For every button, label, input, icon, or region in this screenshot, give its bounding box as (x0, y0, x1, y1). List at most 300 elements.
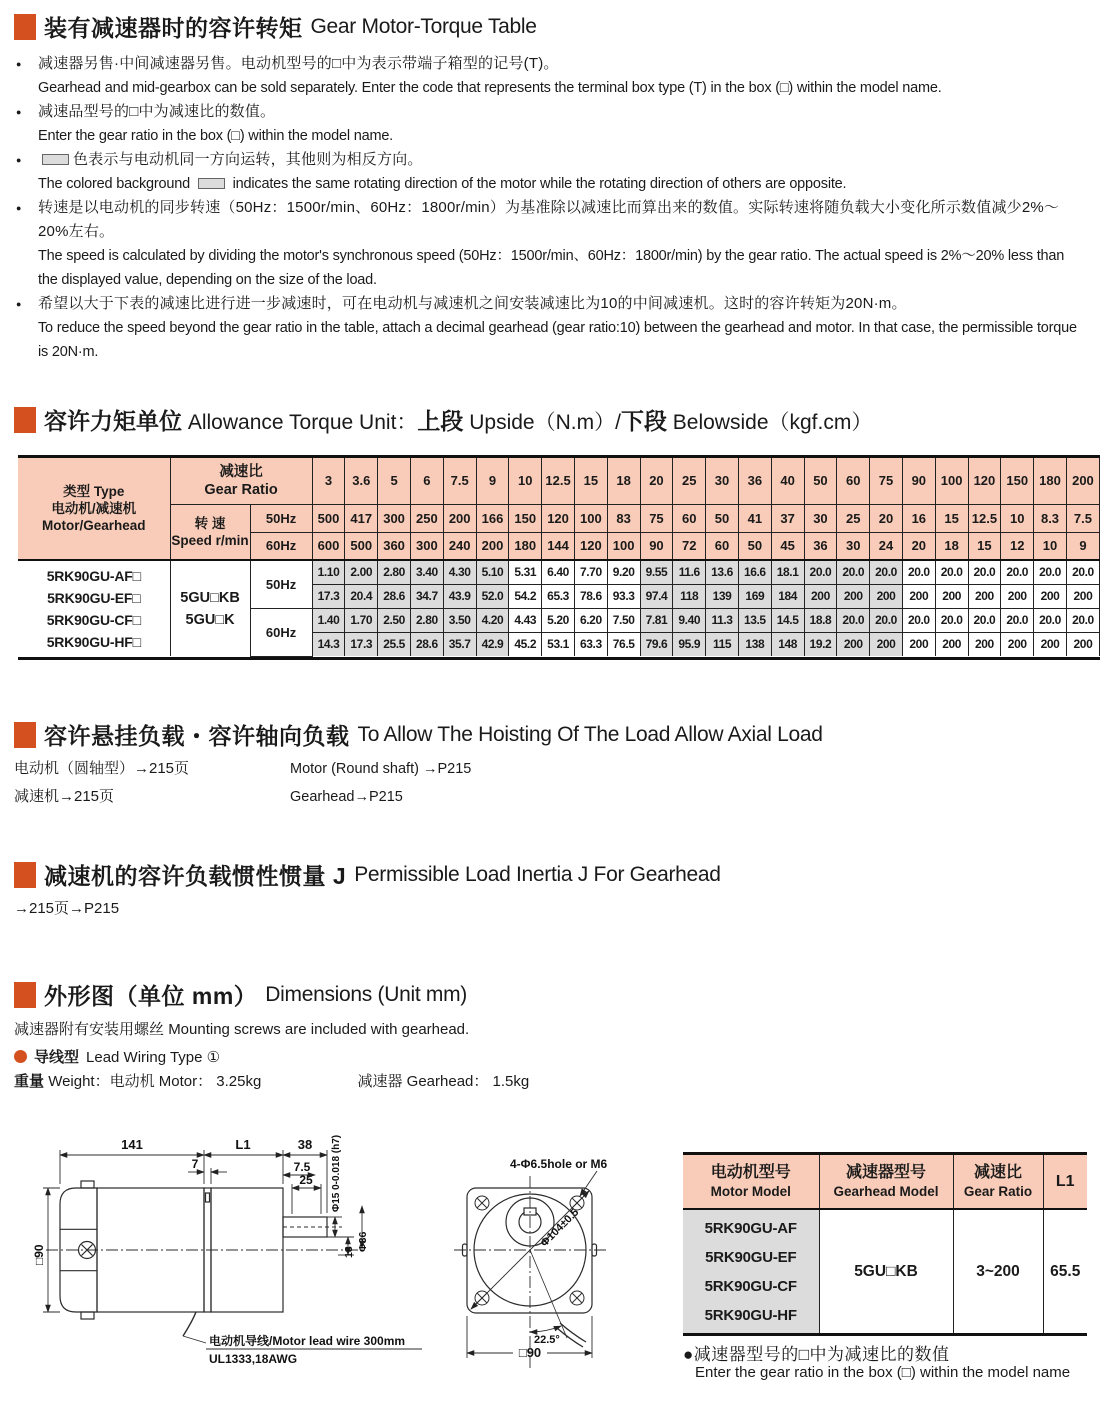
ratio-column-header: 60 (837, 458, 870, 504)
gearhead-model: 5GU□KB (180, 589, 240, 606)
torque-60-nm-value: 20.0 (1066, 608, 1099, 632)
reference-link-zh: 电动机（圆轴型）→215页 (14, 760, 190, 777)
mounting-holes-label: 4-Φ6.5hole or M6 (510, 1157, 608, 1171)
speed-60-value: 50 (738, 532, 771, 560)
section-dimensions-heading (14, 978, 467, 1011)
ratio-column-header: 20 (640, 458, 673, 504)
gearhead-models-cell (170, 560, 250, 656)
section-marker-icon (14, 14, 36, 40)
speed-50-value: 16 (902, 504, 935, 532)
torque-50-kgfcm-value: 34.7 (410, 584, 443, 608)
note-en: Gearhead and mid-gearbox can be sold separately. Enter the code that represents the terminal box type (T) in the box (□) within the model name. (38, 80, 942, 96)
torque-50-nm-value: 20.0 (1066, 560, 1099, 584)
torque-50-kgfcm-value: 200 (935, 584, 968, 608)
motor-models-cell (18, 560, 170, 656)
torque-50-nm-value: 4.30 (443, 560, 476, 584)
model-header-en: Gearhead Model (833, 1184, 939, 1199)
same-direction-swatch-icon (42, 154, 69, 165)
torque-table (18, 458, 1100, 657)
torque-50-nm-value: 18.1 (771, 560, 804, 584)
dim-141-label: 141 (121, 1137, 143, 1152)
torque-60-kgfcm-value: 28.6 (410, 632, 443, 656)
torque-60-nm-value: 2.50 (378, 608, 411, 632)
type-header-line: Motor/Gearhead (42, 518, 146, 533)
weight-gearhead: 减速器 Gearhead： 1.5kg (357, 1073, 530, 1090)
speed-60-value: 120 (574, 532, 607, 560)
side-view (46, 1181, 422, 1349)
dim-18-label: 18 (343, 1246, 355, 1258)
reference-link-row (14, 785, 471, 813)
ratio-header-row (18, 458, 1100, 504)
ratio-column-header: 9 (476, 458, 509, 504)
torque-50-nm-value: 1.10 (312, 560, 345, 584)
torque-table-body (18, 560, 1100, 656)
torque-60-kgfcm-value: 53.1 (542, 632, 575, 656)
dimensions-subtitle-zh: 减速器附有安装用螺丝 (14, 1021, 165, 1038)
note-en: The speed is calculated by dividing the motor's synchronous speed (50Hz：1500r/min、60Hz：1800r/min) by the gear ratio. The actual speed is 2%～20% less than the displayed value, depending on the size of the load. (38, 248, 1065, 288)
torque-60-kgfcm-value: 115 (706, 632, 739, 656)
speed-60-value: 60 (706, 532, 739, 560)
gear-ratio-header-cell (170, 458, 312, 504)
torque-50-kgfcm-value: 200 (804, 584, 837, 608)
ratio-column-header: 50 (804, 458, 837, 504)
torque-60-nm-value: 20.0 (870, 608, 903, 632)
note-zh: ● 减速品型号的□中为减速比的数值。 (14, 100, 1086, 124)
torque-50-kgfcm-value: 43.9 (443, 584, 476, 608)
section-title-zh: 装有减速器时的容许转矩 (44, 15, 303, 41)
speed-60-value: 30 (837, 532, 870, 560)
torque-60-nm-value: 2.80 (410, 608, 443, 632)
ratio-column-header: 6 (410, 458, 443, 504)
speed-60-value: 600 (312, 532, 345, 560)
torque-60-nm-value: 1.70 (345, 608, 378, 632)
speed-header-line: 转 速 (194, 515, 226, 531)
shaft-diameter-label: Φ15 0-0.018 (h7) (331, 1134, 342, 1212)
gear-ratio-header-line: 减速比 (219, 463, 263, 480)
torque-60-kgfcm-value: 200 (1066, 632, 1099, 656)
torque-50-nm-row (18, 560, 1100, 584)
torque-50-nm-value: 5.10 (476, 560, 509, 584)
note-zh: ● 希望以大于下表的减速比进行进一步减速时，可在电动机与减速机之间安装减速比为10的中间减速机。这时的容许转矩为20N·m。 (14, 292, 1086, 316)
reference-link-zh: 减速机→215页 (14, 788, 115, 805)
ratio-column-header: 36 (738, 458, 771, 504)
torque-60-kgfcm-value: 148 (771, 632, 804, 656)
unit-heading-segment: 容许力矩单位 (44, 408, 182, 434)
lead-spec-label: UL1333,18AWG (209, 1352, 298, 1366)
motor-model-list-cell (683, 1209, 819, 1333)
torque-60-nm-value: 7.50 (607, 608, 640, 632)
dim-36-label: Φ36 (357, 1231, 369, 1252)
section-inertia-heading (14, 858, 721, 891)
model-table-header-cell (819, 1155, 953, 1209)
torque-50-kgfcm-value: 200 (870, 584, 903, 608)
speed-60-value: 360 (378, 532, 411, 560)
speed-60-value: 200 (476, 532, 509, 560)
unit-heading-segment: Allowance Torque Unit： (182, 411, 418, 434)
torque-60-nm-value: 20.0 (902, 608, 935, 632)
torque-60-kgfcm-value: 42.9 (476, 632, 509, 656)
speed-60-value: 10 (1034, 532, 1067, 560)
lead-wire-label: 电动机导线/Motor lead wire 300mm (209, 1334, 406, 1348)
speed-50-value: 83 (607, 504, 640, 532)
torque-60-nm-value: 9.40 (673, 608, 706, 632)
unit-heading-segment: 上段 (417, 408, 464, 434)
ratio-column-header: 25 (673, 458, 706, 504)
l1-cell: 65.5 (1043, 1209, 1087, 1333)
model-table-note-en: Enter the gear ratio in the box (□) within the model name (695, 1364, 1071, 1381)
torque-50-kgfcm-value: 28.6 (378, 584, 411, 608)
torque-50-nm-value: 20.0 (902, 560, 935, 584)
speed-header-cell (170, 504, 250, 560)
torque-50-kgfcm-value: 52.0 (476, 584, 509, 608)
type-header-line: 类型 Type (63, 484, 125, 499)
unit-heading-segment: Upside（N.m）/ (463, 411, 621, 434)
torque-50-kgfcm-value: 17.3 (312, 584, 345, 608)
reference-link-en: Gearhead→P215 (290, 789, 403, 805)
note-zh: ● 色表示与电动机同一方向运转，其他则为相反方向。 (14, 148, 1086, 172)
gear-ratio-cell: 3~200 (953, 1209, 1043, 1333)
speed-60-value: 500 (345, 532, 378, 560)
inertia-reference-link: →215页→P215 (14, 900, 120, 917)
note-bullet (14, 292, 1086, 364)
torque-notes-list (14, 52, 1086, 364)
note-en: The colored background indicates the same rotating direction of the motor while the rotating direction of others are opposite. (38, 176, 847, 192)
weight-motor: Weight：电动机 Motor： 3.25kg (48, 1073, 262, 1090)
motor-model: 5RK90GU-AF (704, 1219, 797, 1237)
section-hoisting-heading (14, 718, 823, 751)
dimensions-subtitle (14, 1018, 469, 1039)
torque-60-kgfcm-value: 95.9 (673, 632, 706, 656)
section-torque-heading (14, 10, 537, 43)
torque-60-kgfcm-value: 200 (935, 632, 968, 656)
side-view-dimensions (43, 1150, 362, 1312)
motor-model: 5RK90GU-EF (705, 1248, 797, 1266)
torque-50-nm-value: 2.00 (345, 560, 378, 584)
section-marker-icon (14, 862, 36, 888)
ratio-column-header: 180 (1034, 458, 1067, 504)
speed-60-value: 12 (1001, 532, 1034, 560)
torque-60-nm-value: 20.0 (935, 608, 968, 632)
speed-50-value: 300 (378, 504, 411, 532)
ratio-column-header: 18 (607, 458, 640, 504)
motor-model: 5RK90GU-EF□ (47, 589, 141, 606)
section-marker-icon (14, 722, 36, 748)
torque-60-nm-value: 14.5 (771, 608, 804, 632)
torque-60-kgfcm-value: 200 (870, 632, 903, 656)
hz-50-body-cell: 50Hz (250, 560, 312, 608)
dim-7-5-label: 7.5 (293, 1160, 311, 1174)
torque-60-kgfcm-value: 200 (837, 632, 870, 656)
speed-60-value: 9 (1066, 532, 1099, 560)
speed-60-value: 240 (443, 532, 476, 560)
lead-wiring-zh: 导线型 (34, 1049, 80, 1066)
torque-60-kgfcm-value: 45.2 (509, 632, 542, 656)
speed-60-value: 24 (870, 532, 903, 560)
motor-model: 5RK90GU-AF□ (46, 567, 141, 584)
torque-60-nm-value: 5.20 (542, 608, 575, 632)
torque-60-nm-value: 4.20 (476, 608, 509, 632)
same-direction-swatch-icon (198, 178, 225, 189)
dimensions-title-en: Dimensions (Unit mm) (265, 982, 467, 1006)
model-table (683, 1155, 1087, 1333)
torque-60-nm-value: 6.20 (574, 608, 607, 632)
note-bullet (14, 196, 1086, 292)
type-header-cell (18, 458, 170, 560)
bolt-circle-label: Φ104±0.5 (538, 1206, 582, 1250)
section-marker-icon (14, 982, 36, 1008)
unit-heading-segment: 下段 (620, 408, 667, 434)
speed-50-value: 50 (706, 504, 739, 532)
speed-50-value: 200 (443, 504, 476, 532)
section-unit-heading (14, 403, 872, 436)
model-header-row (683, 1155, 1087, 1209)
speed-50hz-row (18, 504, 1100, 532)
gear-motor-torque-table (18, 455, 1100, 660)
speed-50-value: 166 (476, 504, 509, 532)
torque-50-kgfcm-value: 78.6 (574, 584, 607, 608)
torque-50-nm-value: 16.6 (738, 560, 771, 584)
torque-50-kgfcm-value: 118 (673, 584, 706, 608)
model-table-note-zh: ●减速器型号的□中为减速比的数值 (683, 1345, 950, 1364)
torque-50-nm-value: 7.70 (574, 560, 607, 584)
speed-60-value: 300 (410, 532, 443, 560)
speed-50-value: 60 (673, 504, 706, 532)
speed-50-value: 75 (640, 504, 673, 532)
lead-wiring-line (14, 1046, 220, 1067)
hoisting-title-zh: 容许悬挂负载・容许轴向负载 (44, 723, 350, 749)
speed-50-value: 417 (345, 504, 378, 532)
weight-label-zh: 重量 (14, 1073, 45, 1090)
hz-50-header: 50Hz (250, 504, 312, 532)
dimensions-subtitle-en: Mounting screws are included with gearhead. (168, 1021, 470, 1038)
torque-50-nm-value: 3.40 (410, 560, 443, 584)
ratio-column-header: 30 (706, 458, 739, 504)
torque-50-nm-value: 9.55 (640, 560, 673, 584)
model-table-body (683, 1209, 1087, 1333)
note-en: To reduce the speed beyond the gear ratio in the table, attach a decimal gearhead (gear ratio:10) between the gearhead and motor. In that case, the permissible torque is 20N·m. (38, 320, 1077, 360)
ratio-column-header: 75 (870, 458, 903, 504)
torque-60-kgfcm-value: 200 (1034, 632, 1067, 656)
torque-table-head (18, 458, 1100, 560)
torque-50-nm-value: 13.6 (706, 560, 739, 584)
torque-60-kgfcm-value: 200 (968, 632, 1001, 656)
reference-link-en: Motor (Round shaft) →P215 (290, 761, 472, 777)
torque-60-kgfcm-value: 138 (738, 632, 771, 656)
torque-50-kgfcm-value: 200 (1001, 584, 1034, 608)
torque-60-kgfcm-value: 14.3 (312, 632, 345, 656)
torque-60-nm-value: 11.3 (706, 608, 739, 632)
model-table-header-cell (1043, 1155, 1087, 1209)
speed-50-value: 41 (738, 504, 771, 532)
ratio-column-header: 15 (574, 458, 607, 504)
ratio-column-header: 5 (378, 458, 411, 504)
torque-50-nm-value: 20.0 (1001, 560, 1034, 584)
model-header-zh: L1 (1055, 1172, 1075, 1190)
motor-model: 5RK90GU-HF□ (46, 633, 141, 650)
torque-60-kgfcm-value: 79.6 (640, 632, 673, 656)
dim-l1-label: L1 (235, 1137, 251, 1152)
torque-60-kgfcm-value: 200 (1001, 632, 1034, 656)
torque-50-nm-value: 5.31 (509, 560, 542, 584)
ratio-column-header: 3 (312, 458, 345, 504)
speed-60-value: 20 (902, 532, 935, 560)
front-view (454, 1171, 606, 1370)
torque-50-kgfcm-value: 54.2 (509, 584, 542, 608)
gearhead-model-cell: 5GU□KB (819, 1209, 953, 1333)
gear-ratio-header-line: Gear Ratio (204, 481, 278, 498)
speed-60-value: 180 (509, 532, 542, 560)
ratio-column-header: 150 (1001, 458, 1034, 504)
torque-60-kgfcm-value: 25.5 (378, 632, 411, 656)
inertia-title-en: Permissible Load Inertia J For Gearhead (354, 862, 721, 886)
speed-header-line: Speed r/min (171, 532, 249, 548)
speed-60-value: 36 (804, 532, 837, 560)
ratio-column-header: 3.6 (345, 458, 378, 504)
section-marker-icon (14, 407, 36, 433)
torque-60-nm-value: 20.0 (1034, 608, 1067, 632)
ratio-column-header: 12.5 (542, 458, 575, 504)
torque-60-kgfcm-value: 76.5 (607, 632, 640, 656)
dim-25-label: 25 (299, 1173, 313, 1187)
torque-50-nm-value: 20.0 (804, 560, 837, 584)
torque-60-nm-value: 20.0 (837, 608, 870, 632)
torque-50-kgfcm-value: 93.3 (607, 584, 640, 608)
ratio-column-header: 90 (902, 458, 935, 504)
speed-60-value: 144 (542, 532, 575, 560)
gearhead-model: 5GU□K (185, 611, 235, 628)
note-en: Enter the gear ratio in the box (□) within the model name. (38, 128, 394, 144)
speed-60-value: 18 (935, 532, 968, 560)
torque-50-nm-value: 20.0 (837, 560, 870, 584)
torque-50-kgfcm-value: 20.4 (345, 584, 378, 608)
motor-model: 5RK90GU-CF□ (46, 611, 141, 628)
torque-60-kgfcm-value: 63.3 (574, 632, 607, 656)
speed-50-value: 12.5 (968, 504, 1001, 532)
torque-50-nm-value: 11.6 (673, 560, 706, 584)
note-bullet (14, 52, 1086, 100)
torque-60-nm-value: 4.43 (509, 608, 542, 632)
speed-50-value: 100 (574, 504, 607, 532)
torque-50-kgfcm-value: 169 (738, 584, 771, 608)
torque-50-nm-value: 9.20 (607, 560, 640, 584)
torque-50-kgfcm-value: 200 (968, 584, 1001, 608)
torque-50-kgfcm-value: 200 (902, 584, 935, 608)
speed-50-value: 150 (509, 504, 542, 532)
speed-50-value: 120 (542, 504, 575, 532)
model-table-header-cell (683, 1155, 819, 1209)
torque-50-kgfcm-value: 65.3 (542, 584, 575, 608)
speed-60-value: 15 (968, 532, 1001, 560)
torque-50-nm-value: 6.40 (542, 560, 575, 584)
type-header-line: 电动机/减速机 (51, 501, 137, 516)
torque-60-nm-value: 18.8 (804, 608, 837, 632)
orange-dot-icon (14, 1050, 27, 1063)
torque-60-nm-value: 20.0 (968, 608, 1001, 632)
speed-50-value: 25 (837, 504, 870, 532)
speed-50-value: 20 (870, 504, 903, 532)
hoisting-title-en: To Allow The Hoisting Of The Load Allow Axial Load (357, 722, 823, 746)
torque-60-nm-value: 20.0 (1001, 608, 1034, 632)
torque-60-nm-value: 3.50 (443, 608, 476, 632)
dim-sq90-front-label: □90 (518, 1345, 542, 1360)
torque-60-kgfcm-value: 17.3 (345, 632, 378, 656)
model-body-row (683, 1209, 1087, 1333)
model-reference-table (683, 1152, 1087, 1336)
reference-link-row (14, 757, 471, 785)
ratio-column-header: 7.5 (443, 458, 476, 504)
speed-50-value: 250 (410, 504, 443, 532)
ratio-column-header: 40 (771, 458, 804, 504)
torque-50-nm-value: 20.0 (968, 560, 1001, 584)
torque-50-kgfcm-value: 184 (771, 584, 804, 608)
speed-60-value: 45 (771, 532, 804, 560)
torque-60-kgfcm-value: 200 (902, 632, 935, 656)
unit-heading-text (44, 403, 872, 436)
torque-60-kgfcm-value: 35.7 (443, 632, 476, 656)
model-table-header-cell (953, 1155, 1043, 1209)
ratio-column-header: 200 (1066, 458, 1099, 504)
note-bullet (14, 148, 1086, 196)
ratio-column-header: 10 (509, 458, 542, 504)
speed-50-value: 500 (312, 504, 345, 532)
hoisting-reference-links (14, 757, 471, 813)
model-header-en: Gear Ratio (963, 1184, 1033, 1199)
inertia-title-zh: 减速机的容许负载惯性惯量 J (44, 863, 347, 889)
torque-50-nm-value: 20.0 (935, 560, 968, 584)
dimension-drawing (30, 1130, 690, 1420)
dim-38-label: 38 (297, 1137, 313, 1152)
torque-50-nm-value: 20.0 (1034, 560, 1067, 584)
speed-50-value: 10 (1001, 504, 1034, 532)
torque-50-kgfcm-value: 200 (1034, 584, 1067, 608)
torque-50-kgfcm-value: 139 (706, 584, 739, 608)
torque-60-nm-value: 1.40 (312, 608, 345, 632)
torque-50-nm-value: 2.80 (378, 560, 411, 584)
note-bullet (14, 100, 1086, 148)
speed-60-value: 90 (640, 532, 673, 560)
note-zh: ● 减速器另售·中间减速器另售。电动机型号的□中为表示带端子箱型的记号(T)。 (14, 52, 1086, 76)
speed-50-value: 15 (935, 504, 968, 532)
hz-60-body-cell: 60Hz (250, 608, 312, 656)
model-header-en: Motor Model (710, 1184, 791, 1199)
motor-model: 5RK90GU-HF (704, 1306, 797, 1324)
angle-label: 22.5° (534, 1334, 560, 1346)
model-header-zh: 电动机型号 (710, 1164, 791, 1181)
model-table-head (683, 1155, 1087, 1209)
speed-60-value: 100 (607, 532, 640, 560)
torque-50-nm-value: 20.0 (870, 560, 903, 584)
hz-60-header: 60Hz (250, 532, 312, 560)
torque-60-kgfcm-value: 19.2 (804, 632, 837, 656)
torque-60-nm-value: 7.81 (640, 608, 673, 632)
speed-50-value: 30 (804, 504, 837, 532)
dimensions-title-zh: 外形图（单位 mm） (44, 983, 258, 1009)
torque-60-nm-value: 13.5 (738, 608, 771, 632)
speed-60-value: 72 (673, 532, 706, 560)
speed-50-value: 8.3 (1034, 504, 1067, 532)
dim-sq90-side-label: □90 (32, 1244, 46, 1265)
lead-wiring-en: Lead Wiring Type ① (86, 1048, 221, 1066)
speed-50-value: 7.5 (1066, 504, 1099, 532)
unit-heading-segment: Belowside（kgf.cm） (666, 411, 873, 434)
motor-model: 5RK90GU-CF (704, 1277, 797, 1295)
dim-7-label: 7 (191, 1157, 199, 1171)
note-zh: ● 转速是以电动机的同步转速（50Hz：1500r/min、60Hz：1800r/min）为基准除以减速比而算出来的数值。实际转速将随负载大小变化所示数值减少2%～20%左右。 (14, 196, 1086, 244)
weight-line (14, 1070, 529, 1091)
speed-50-value: 37 (771, 504, 804, 532)
model-header-zh: 减速器型号 (845, 1164, 926, 1181)
ratio-column-header: 120 (968, 458, 1001, 504)
